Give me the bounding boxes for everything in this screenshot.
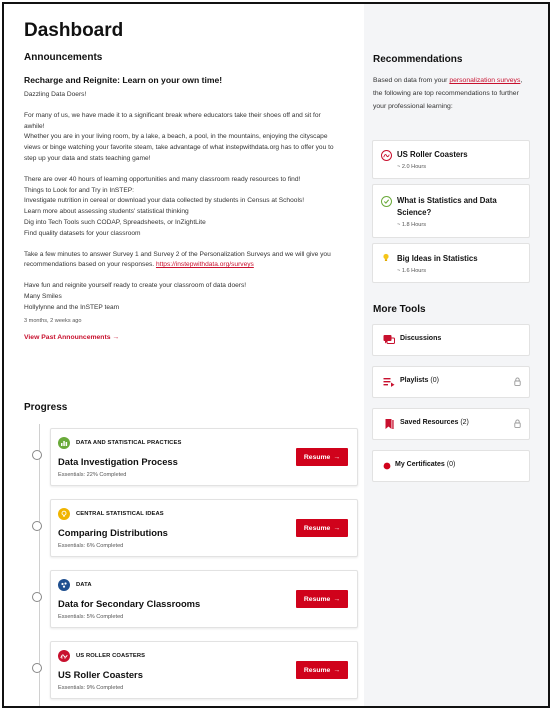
progress-dot <box>32 450 42 460</box>
announcement-paragraph: Whether you are in your living room, by a lake, a beach, a pool, in the mountains, enjoying the cityscape views or binge watching your favorite steam, take advantage of what instepwithdata.org has to offer you to step up your data and stats teaching game! <box>24 133 334 162</box>
discussions-tool[interactable] <box>372 324 530 356</box>
survey-link[interactable]: https://instepwithdata.org/surveys <box>155 261 254 269</box>
progress-dot <box>32 592 42 602</box>
recommendation-title: US Roller Coasters <box>397 150 468 159</box>
resume-button[interactable] <box>296 519 348 537</box>
data-practices-icon <box>58 437 70 449</box>
progress-category: CENTRAL STATISTICAL IDEAS <box>76 511 164 517</box>
resume-label: Resume <box>303 666 331 674</box>
resume-button[interactable] <box>296 448 348 466</box>
recommendation-card[interactable] <box>372 243 530 283</box>
announcement-paragraph <box>24 250 342 272</box>
resume-label: Resume <box>303 453 331 461</box>
announcement-time: 3 months, 2 weeks ago <box>24 317 82 324</box>
announcement-line: Find quality datasets for your classroom <box>24 229 141 237</box>
recommendation-card[interactable] <box>372 140 530 179</box>
dashboard-page <box>2 2 550 708</box>
recommendation-title: What is Statistics and Data Science? <box>397 196 497 217</box>
progress-heading: Progress <box>24 402 68 413</box>
resume-label: Resume <box>303 595 331 603</box>
arrow-right-icon: → <box>333 666 341 674</box>
playlists-text: Playlists <box>400 377 429 384</box>
survey-text: Take a few minutes to answer Survey 1 and Survey 2 of the Personalization Surveys and we will give you recommendations based on your responses. <box>24 250 331 269</box>
discussions-icon <box>383 334 395 346</box>
view-past-announcements-link[interactable] <box>24 334 119 341</box>
page-title: Dashboard <box>24 20 124 41</box>
discussions-text: Discussions <box>400 335 442 342</box>
announcement-greeting: Dazzling Data Doers! <box>24 91 87 98</box>
lock-icon <box>514 377 521 386</box>
announcement-line: Investigate nutrition in cereal or download your data collected by students in Census at Schools! <box>24 197 305 205</box>
certificates-label <box>395 461 455 468</box>
announcement-line: Things to Look for and Try in InSTEP: <box>24 186 134 194</box>
announcement-paragraph: For many of us, we have made it to a significant break where educators take their shoes off and sit for awhile! <box>24 111 321 130</box>
playlists-label <box>400 377 439 384</box>
recommendation-card[interactable] <box>372 184 530 238</box>
announcements-section <box>24 52 342 344</box>
bookmark-icon <box>383 418 395 430</box>
recommendations-intro-prefix: Based on data from your <box>373 77 450 84</box>
progress-title: Data Investigation Process <box>58 456 178 467</box>
data-dots-icon <box>58 579 70 591</box>
certificates-count: (0) <box>446 461 456 468</box>
lightbulb-icon <box>381 253 390 262</box>
progress-card <box>50 428 358 486</box>
arrow-right-icon: → <box>333 453 341 461</box>
recommendation-duration: ~ 1.6 Hours <box>397 268 427 274</box>
recommendations-intro-suffix: , the following are top recommendations to further your professional learning: <box>373 77 523 110</box>
saved-resources-tool[interactable] <box>372 408 530 440</box>
certificates-text: My Certificates <box>395 461 445 468</box>
sidebar <box>364 4 548 706</box>
progress-category: DATA <box>76 582 92 588</box>
arrow-right-icon: → <box>112 333 120 341</box>
playlist-icon <box>383 376 395 388</box>
more-tools-heading: More Tools <box>373 304 426 315</box>
saved-resources-text: Saved Resources <box>400 419 459 426</box>
progress-completion: Essentials: 22% Completed <box>58 472 127 478</box>
discussions-label <box>400 335 441 342</box>
recommendation-title: Big Ideas in Statistics <box>397 254 478 263</box>
announcement-line: Learn more about assessing students' statistical thinking <box>24 208 189 216</box>
personalization-surveys-link[interactable]: personalization surveys <box>449 77 521 84</box>
resume-label: Resume <box>303 524 331 532</box>
announcement-line: Have fun and reignite yourself ready to create your classroom of data doers! <box>24 282 247 290</box>
resume-button[interactable] <box>296 661 348 679</box>
certificates-tool[interactable] <box>372 450 530 482</box>
progress-card <box>50 570 358 628</box>
progress-dot <box>32 663 42 673</box>
roller-coaster-icon <box>381 150 392 161</box>
progress-completion: Essentials: 9% Completed <box>58 685 124 691</box>
data-practices-icon <box>381 196 392 207</box>
announcement-title: Recharge and Reignite: Learn on your own time! <box>24 75 223 85</box>
recommendation-duration: ~ 1.8 Hours <box>397 222 427 228</box>
announcement-line: There are over 40 hours of learning opportunities and many classroom ready resources to find! <box>24 175 301 183</box>
progress-completion: Essentials: 6% Completed <box>58 543 124 549</box>
roller-coaster-icon <box>58 650 70 662</box>
arrow-right-icon: → <box>333 524 341 532</box>
progress-completion: Essentials: 5% Completed <box>58 614 124 620</box>
recommendation-duration: ~ 2.0 Hours <box>397 164 427 170</box>
progress-title: Comparing Distributions <box>58 527 168 538</box>
progress-card <box>50 641 358 699</box>
announcement-line: Many Smiles <box>24 292 62 300</box>
playlists-count: (0) <box>430 377 439 384</box>
progress-title: US Roller Coasters <box>58 669 143 680</box>
recommendations-heading: Recommendations <box>373 54 463 65</box>
lock-icon <box>514 419 521 428</box>
certificate-dot-icon <box>381 460 393 472</box>
progress-category: DATA AND STATISTICAL PRACTICES <box>76 440 182 446</box>
playlists-tool[interactable] <box>372 366 530 398</box>
view-past-announcements-label: View Past Announcements <box>24 333 111 341</box>
lightbulb-icon <box>58 508 70 520</box>
announcements-heading: Announcements <box>24 52 103 63</box>
announcement-line: Dig into Tech Tools such CODAP, Spreadsheets, or InZightLite <box>24 218 206 226</box>
recommendations-intro <box>373 74 533 113</box>
progress-title: Data for Secondary Classrooms <box>58 598 201 609</box>
announcement-line: Hollylynne and the InSTEP team <box>24 303 120 311</box>
saved-resources-count: (2) <box>460 419 469 426</box>
progress-dot <box>32 521 42 531</box>
progress-card <box>50 499 358 557</box>
arrow-right-icon: → <box>333 595 341 603</box>
progress-category: US ROLLER COASTERS <box>76 653 146 659</box>
saved-resources-label <box>400 419 469 426</box>
resume-button[interactable] <box>296 590 348 608</box>
